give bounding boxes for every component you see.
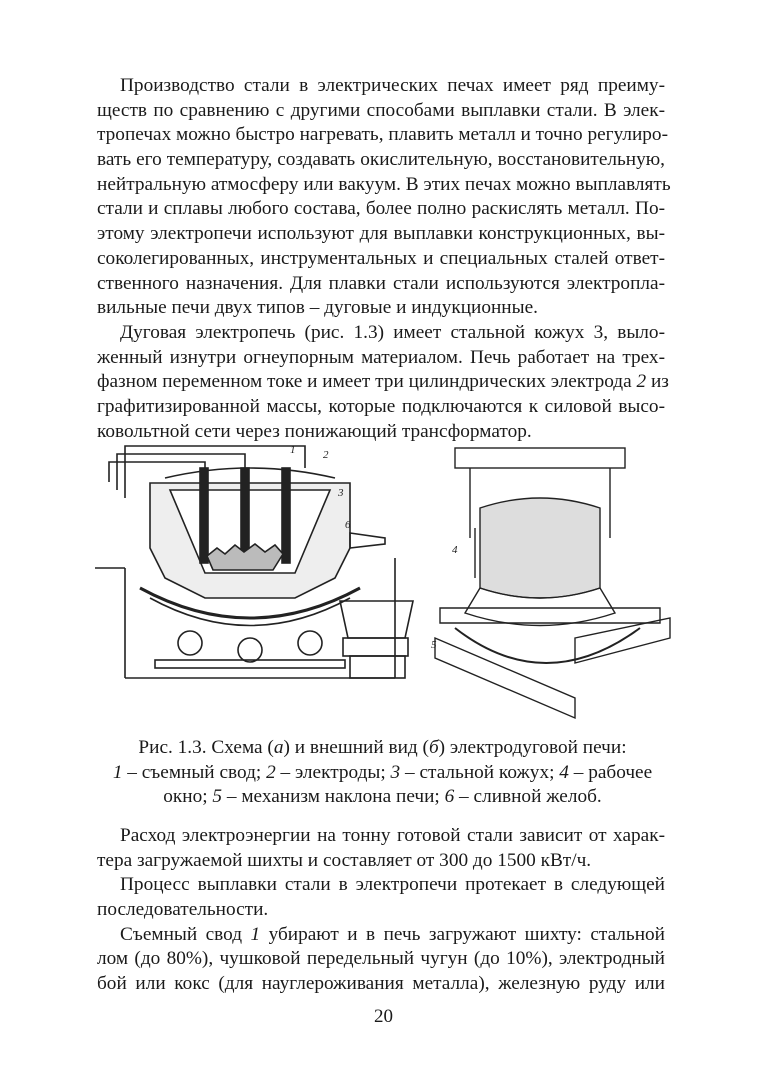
text-segment: вильные печи двух типов – дуговые и индукционные. (97, 297, 538, 319)
text-segment: вать его температуру, создавать окислительную, восстановительную, (97, 149, 665, 171)
caption-segment: 4 (559, 761, 569, 783)
text-segment: стали и сплавы любого состава, более полно раскислять металл. По- (97, 198, 665, 220)
text-line (97, 148, 665, 173)
caption-segment: Рис. 1.3. Схема ( (138, 737, 274, 758)
text-segment: лом (до 80%), чушковой передельный чугун (до 10%), электродный (97, 948, 665, 970)
caption-segment: – стальной кожух; (400, 761, 560, 783)
text-segment: ществ по сравнению с другими способами выплавки стали. В элек- (97, 99, 665, 121)
text-segment: бой или кокс (для науглероживания металла), железную руду или (97, 973, 665, 995)
caption-segment: 6 (444, 786, 455, 808)
text-line (97, 272, 665, 297)
text-line (97, 321, 665, 346)
text-segment: Расход электроэнергии на тонну готовой стали зависит от харак- (120, 825, 665, 846)
text-segment: этому электропечи используют для выплавки конструкционных, вы- (97, 223, 665, 245)
text-line (97, 222, 665, 247)
caption-segment: – механизм наклона печи; (222, 786, 445, 808)
text-line (97, 947, 665, 972)
furnace-figure (95, 438, 680, 736)
figure-caption (80, 736, 685, 810)
caption-segment: 2 (266, 761, 276, 783)
text-segment: соколегированных, инструментальных и специальных сталей ответ- (97, 247, 665, 269)
text-line (97, 123, 668, 148)
caption-line (80, 785, 685, 810)
text-line (97, 197, 665, 222)
caption-line (80, 736, 685, 761)
text-segment: тера загружаемой шихты и составляет от 300 до 1500 кВт/ч. (97, 849, 592, 871)
text-segment: фазном переменном токе и имеет три цилиндрических электрода (97, 371, 637, 393)
text-line (97, 395, 665, 420)
label-2: 2 (323, 449, 329, 461)
text-line (97, 173, 671, 198)
text-line (97, 370, 669, 395)
text-line (97, 972, 665, 997)
text-segment: из (646, 371, 669, 393)
text-segment: женный изнутри огнеупорным материалом. Печь работает на трех- (97, 346, 665, 368)
caption-segment: б (428, 737, 439, 758)
text-segment: нейтральную атмосферу или вакуум. В этих печах можно выплавлять (97, 173, 671, 195)
page-number: 20 (374, 1006, 393, 1027)
label-5: 5 (431, 639, 437, 651)
text-segment: ственного назначения. Для плавки стали используются электропла- (97, 272, 665, 294)
label-1: 1 (290, 444, 296, 456)
label-4: 4 (452, 544, 458, 556)
text-segment: графитизированной массы, которые подключаются к силовой высо- (97, 395, 665, 417)
body-text-top (97, 74, 671, 444)
text-line (97, 74, 665, 99)
caption-segment: ) и внешний вид ( (283, 737, 429, 758)
text-line (97, 873, 665, 898)
text-segment: Процесс выплавки стали в электропечи протекает в следующей (120, 874, 665, 896)
text-segment: ковольтной сети через понижающий трансформатор. (97, 420, 532, 442)
furnace-exterior-b (435, 448, 670, 718)
caption-segment: 5 (212, 786, 223, 808)
label-3: 3 (338, 487, 344, 499)
text-line (97, 923, 665, 948)
furnace-schematic-a (95, 446, 413, 678)
text-line (97, 247, 665, 272)
text-segment: тропечах можно быстро нагревать, плавить металл и точно регулиро- (97, 124, 668, 146)
text-segment: 2 (636, 371, 647, 393)
caption-segment: окно; (163, 786, 213, 808)
text-segment: Съемный свод (120, 923, 251, 945)
text-segment: убирают и в печь загружают шихту: стальной (260, 923, 665, 945)
text-segment: последовательности. (97, 899, 269, 921)
caption-segment: – съемный свод; (122, 761, 267, 783)
caption-line (80, 761, 685, 786)
label-6: 6 (345, 519, 351, 531)
text-line (97, 99, 665, 124)
text-line (97, 346, 665, 371)
caption-segment: ) электродуговой печи: (438, 737, 627, 758)
caption-segment: – электроды; (275, 761, 391, 783)
caption-segment: – сливной желоб. (454, 786, 602, 808)
text-segment: Производство стали в электрических печах имеет ряд преиму- (120, 75, 665, 96)
text-line (97, 296, 665, 321)
caption-segment: а (273, 737, 284, 758)
body-text-bottom (97, 824, 665, 997)
caption-segment: 1 (112, 761, 123, 783)
caption-segment: – рабочее (568, 761, 653, 783)
text-line (97, 849, 665, 874)
text-segment: Дуговая электропечь (рис. 1.3) имеет стальной кожух 3, выло- (120, 321, 665, 343)
caption-segment: 3 (390, 761, 401, 783)
text-segment: 1 (250, 923, 261, 945)
text-line (97, 898, 665, 923)
text-line (97, 824, 665, 849)
